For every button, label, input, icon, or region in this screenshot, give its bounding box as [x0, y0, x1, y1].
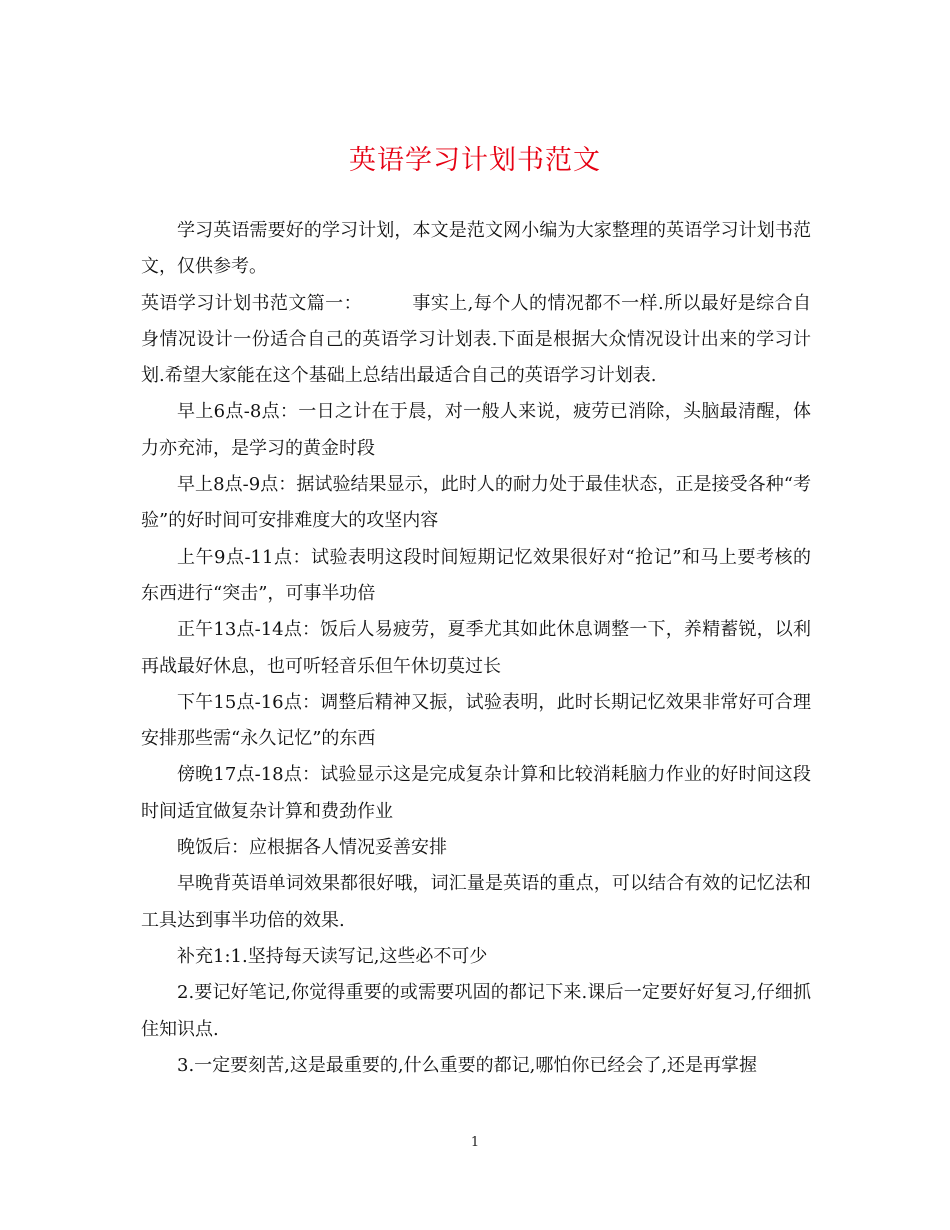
supplement-paragraph-2: 2.要记好笔记,你觉得重要的或需要巩固的都记下来.课后一定要好好复习,仔细抓住知识点.: [141, 982, 811, 1040]
schedule-paragraph-2: 早上8点-9点：据试验结果显示，此时人的耐力处于最佳状态，正是接受各种“考验”的好时间可安排难度大的攻坚内容: [141, 474, 811, 532]
supplement-paragraph-3: 3.一定要刻苦,这是最重要的,什么重要的都记,哪怕你已经会了,还是再掌握: [177, 1054, 758, 1076]
schedule-paragraph-7: 晚饭后：应根据各人情况妥善安排: [177, 837, 447, 859]
schedule-paragraph-4: 正午13点-14点：饭后人易疲劳，夏季尤其如此休息调整一下，养精蓄锐，以利再战最好休息，也可听轻音乐但午休切莫过长: [141, 619, 811, 677]
page-number: 1: [470, 1135, 480, 1150]
schedule-paragraph-5: 下午15点-16点：调整后精神又振，试验表明，此时长期记忆效果非常好可合理安排那些需“永久记忆”的东西: [141, 691, 811, 750]
document-body: [141, 213, 811, 1084]
section-paragraph: [141, 286, 811, 395]
schedule-paragraph-6: 傍晚17点-18点：试验显示这是完成复杂计算和比较消耗脑力作业的好时间这段时间适宜做复杂计算和费劲作业: [141, 764, 811, 822]
schedule-paragraph-3: 上午9点-11点：试验表明这段时间短期记忆效果很好对“抢记”和马上要考核的东西进行“突击”，可事半功倍: [141, 546, 811, 604]
schedule-paragraph-1: 早上6点-8点：一日之计在于晨，对一般人来说，疲劳已消除，头脑最清醒，体力亦充沛，是学习的黄金时段: [141, 401, 811, 459]
section-lead: 事实上,每个人的情况都不一样.所以最好是综合自身情况设计一份适合自己的英语学习计划表.下面是根据大众情况设计出来的学习计划.希望大家能在这个基础上总结出最适合自己的英语学习计划表.: [141, 292, 812, 387]
supplement-paragraph-1: 补充1:1.坚持每天读写记,这些必不可少: [177, 945, 488, 967]
vocabulary-paragraph: 早晚背英语单词效果都很好哦，词汇量是英语的重点，可以结合有效的记忆法和工具达到事半功倍的效果.: [141, 873, 811, 931]
intro-paragraph: 学习英语需要好的学习计划，本文是范文网小编为大家整理的英语学习计划书范文，仅供参考。: [141, 220, 811, 278]
section-heading: 英语学习计划书范文篇一：: [141, 292, 362, 314]
page-title: 英语学习计划书范文: [349, 145, 601, 176]
